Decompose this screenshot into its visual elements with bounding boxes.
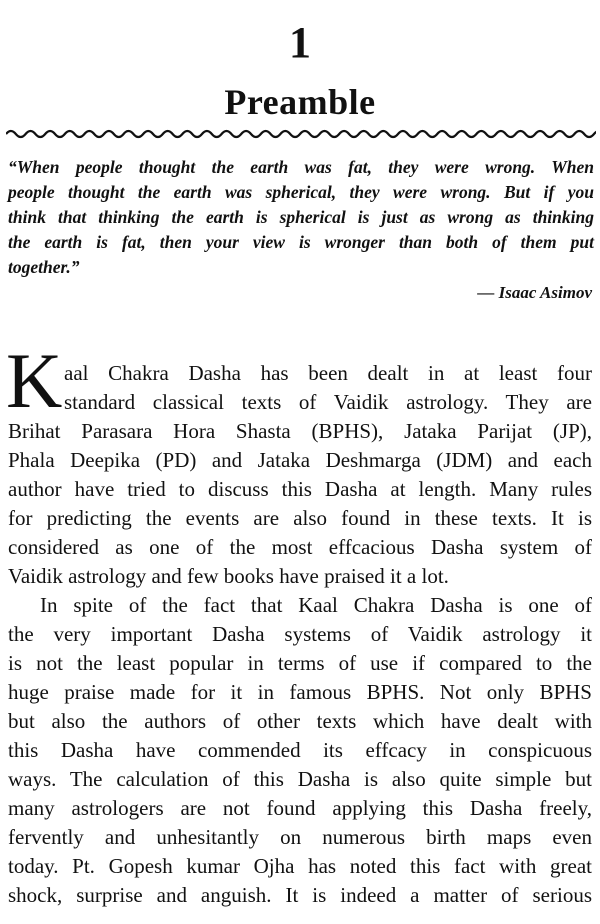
epigraph-line: people thought the earth was spherical, they were wrong. But if you [8, 182, 594, 202]
text-line: Phala Deepika (PD) and Jataka Deshmarga (JDM) and each [8, 448, 592, 472]
text-line: Brihat Parasara Hora Shasta (BPHS), Jataka Parijat (JP), [8, 419, 592, 443]
epigraph-line: “When people thought the earth was fat, they were wrong. When [8, 157, 594, 177]
chapter-number: 1 [289, 18, 311, 67]
text-line: the very important Dasha systems of Vaidik astrology it [8, 622, 592, 646]
text-line: this Dasha have commended its effcacy in conspicuous [8, 738, 592, 762]
text-line: shock, surprise and anguish. It is indeed a matter of serious [8, 883, 592, 907]
text-line: Vaidik astrology and few books have praised it a lot. [8, 564, 449, 588]
text-line: many astrologers are not found applying this Dasha freely, [8, 796, 592, 820]
drop-cap: K [6, 337, 63, 424]
text-line: fervently and unhesitantly on numerous birth maps even [8, 825, 592, 849]
text-line: huge praise made for it in famous BPHS. Not only BPHS [8, 680, 592, 704]
epigraph-line: together.” [8, 257, 80, 277]
text-line: aal Chakra Dasha has been dealt in at least four [64, 361, 592, 385]
epigraph-line: think that thinking the earth is spherical is just as wrong as thinking [8, 207, 594, 227]
text-line: ways. The calculation of this Dasha is also quite simple but [8, 767, 592, 791]
text-line: today. Pt. Gopesh kumar Ojha has noted this fact with great [8, 854, 592, 878]
paragraph-1 [8, 359, 592, 591]
epigraph-attribution: — Isaac Asimov [477, 283, 592, 302]
paragraph-2 [8, 591, 592, 910]
text-line: considered as one of the most effcacious Dasha system of [8, 535, 592, 559]
epigraph [8, 155, 594, 280]
text-line: but also the authors of other texts which have dealt with [8, 709, 592, 733]
text-line: for predicting the events are also found in these texts. It is [8, 506, 592, 530]
text-line: standard classical texts of Vaidik astrology. They are [64, 390, 592, 414]
chapter-title: Preamble [224, 82, 376, 122]
wavy-divider [6, 126, 596, 142]
text-line: author have tried to discuss this Dasha at length. Many rules [8, 477, 592, 501]
text-line: is not the least popular in terms of use if compared to the [8, 651, 592, 675]
text-line: In spite of the fact that Kaal Chakra Dasha is one of [40, 593, 592, 617]
epigraph-line: the earth is fat, then your view is wronger than both of them put [8, 232, 594, 252]
